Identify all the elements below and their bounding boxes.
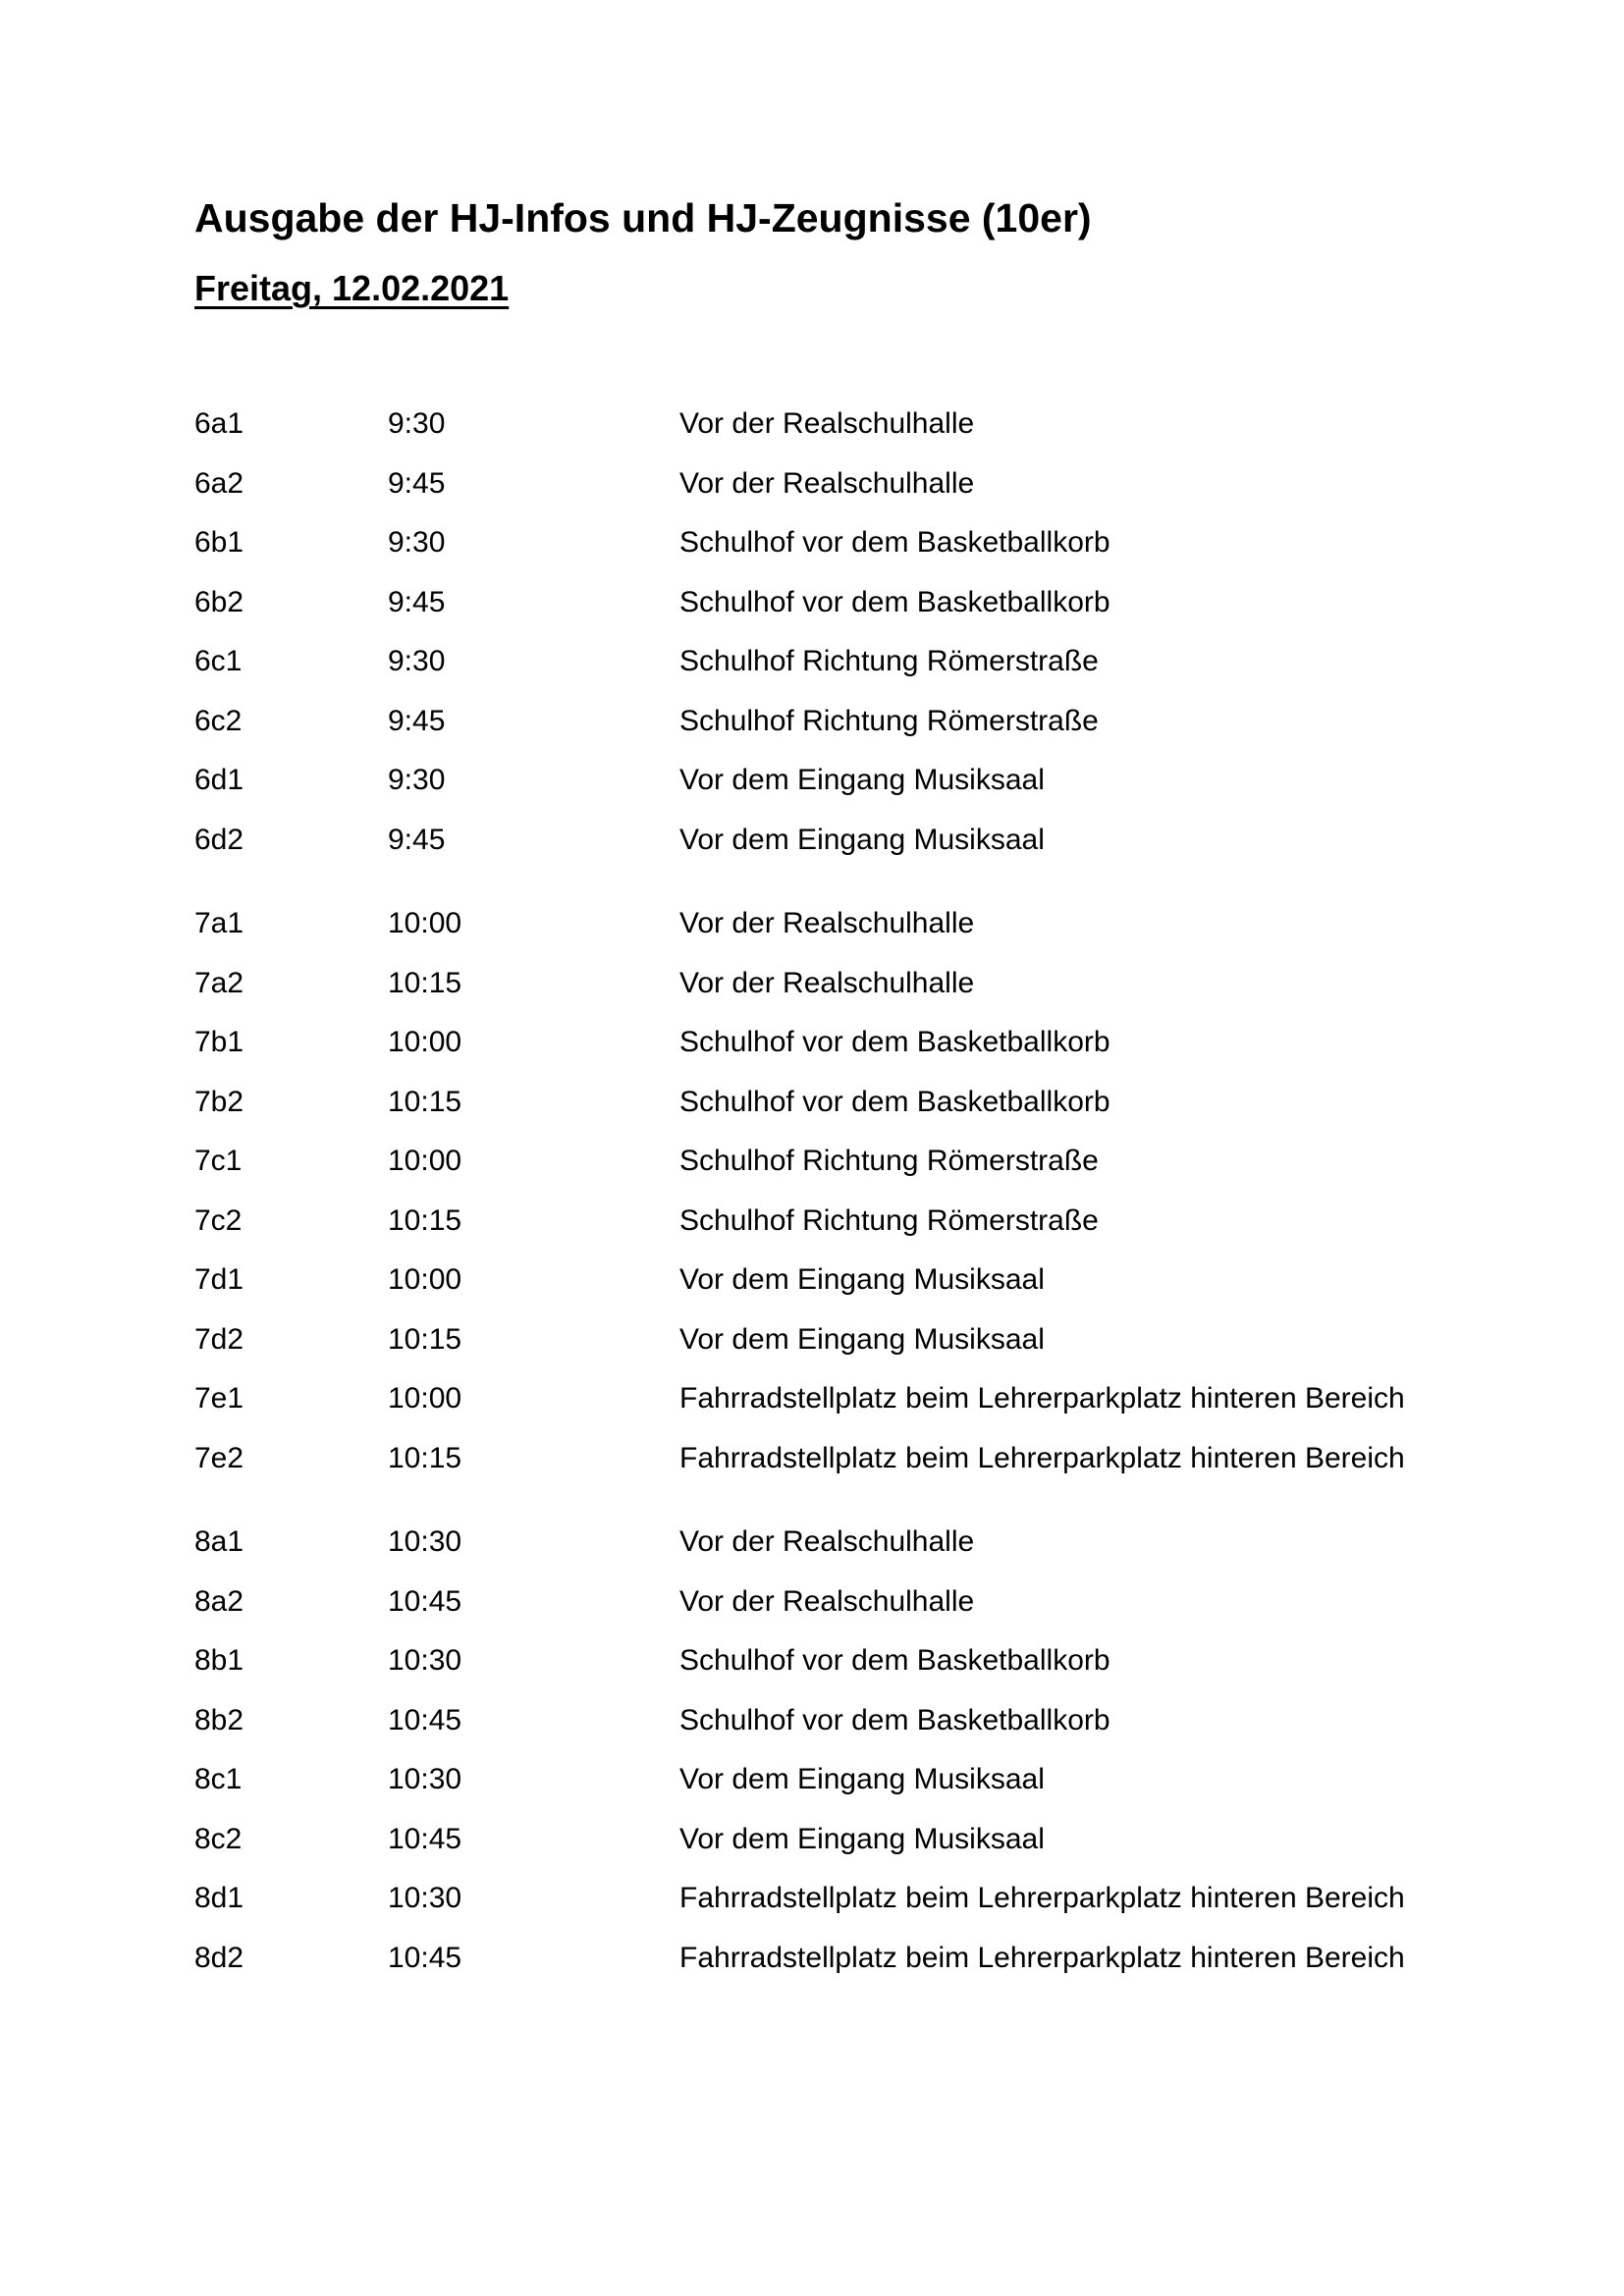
schedule-row [194, 894, 1471, 954]
class-cell: 6c1 [194, 645, 243, 677]
class-cell: 8d2 [194, 1941, 244, 1974]
schedule-row [194, 513, 1471, 573]
class-cell: 7d2 [194, 1322, 244, 1356]
schedule-row [194, 1691, 1471, 1751]
schedule-row [194, 751, 1471, 811]
location-cell: Vor der Realschulhalle [679, 1584, 975, 1618]
time-cell: 10:15 [388, 1203, 462, 1237]
time-cell: 10:30 [388, 1644, 462, 1677]
schedule-row [194, 1810, 1471, 1870]
class-cell: 6a2 [194, 466, 244, 500]
location-cell: Fahrradstellplatz beim Lehrerparkplatz hinteren Bereich [679, 1941, 1405, 1974]
schedule-group [194, 1513, 1471, 1988]
class-cell: 6c2 [194, 704, 243, 737]
schedule-row [194, 1073, 1471, 1133]
class-cell: 8d1 [194, 1882, 244, 1914]
location-cell: Vor dem Eingang Musiksaal [679, 764, 1045, 796]
schedule-row [194, 1369, 1471, 1429]
class-cell: 7a2 [194, 966, 244, 999]
document-title: Ausgabe der HJ-Infos und HJ-Zeugnisse (10er) [194, 195, 1092, 240]
time-cell: 10:15 [388, 1322, 462, 1356]
time-cell: 10:15 [388, 966, 462, 999]
schedule-row [194, 632, 1471, 692]
class-cell: 7c2 [194, 1203, 243, 1237]
class-cell: 8a1 [194, 1525, 244, 1558]
time-cell: 9:45 [388, 823, 446, 856]
location-cell: Vor der Realschulhalle [679, 407, 975, 440]
schedule-row [194, 1013, 1471, 1073]
time-cell: 10:00 [388, 1382, 462, 1415]
schedule-row [194, 1251, 1471, 1310]
class-cell: 7d1 [194, 1263, 244, 1296]
class-cell: 6b1 [194, 526, 244, 559]
location-cell: Schulhof Richtung Römerstraße [679, 645, 1099, 677]
time-cell: 10:30 [388, 1525, 462, 1558]
time-cell: 10:15 [388, 1085, 462, 1118]
time-cell: 9:45 [388, 466, 446, 500]
time-cell: 10:45 [388, 1941, 462, 1974]
time-cell: 10:30 [388, 1763, 462, 1795]
time-cell: 10:00 [388, 907, 462, 939]
location-cell: Fahrradstellplatz beim Lehrerparkplatz hinteren Bereich [679, 1882, 1405, 1914]
schedule-row [194, 1750, 1471, 1810]
location-cell: Schulhof vor dem Basketballkorb [679, 1085, 1110, 1118]
location-cell: Vor der Realschulhalle [679, 1525, 975, 1558]
class-cell: 7b2 [194, 1085, 244, 1118]
schedule-row [194, 1631, 1471, 1691]
class-cell: 7e1 [194, 1382, 244, 1415]
schedule-row [194, 1132, 1471, 1192]
location-cell: Schulhof Richtung Römerstraße [679, 1203, 1099, 1237]
location-cell: Vor dem Eingang Musiksaal [679, 1263, 1045, 1296]
schedule-group [194, 894, 1471, 1488]
time-cell: 9:30 [388, 526, 446, 559]
location-cell: Schulhof Richtung Römerstraße [679, 1145, 1099, 1177]
time-cell: 10:00 [388, 1026, 462, 1058]
schedule-row [194, 1513, 1471, 1573]
time-cell: 9:45 [388, 704, 446, 737]
class-cell: 8c1 [194, 1763, 243, 1795]
class-cell: 6d1 [194, 764, 244, 796]
location-cell: Vor dem Eingang Musiksaal [679, 823, 1045, 856]
location-cell: Schulhof vor dem Basketballkorb [679, 1703, 1110, 1736]
time-cell: 9:30 [388, 764, 446, 796]
class-cell: 6b2 [194, 585, 244, 618]
class-cell: 8a2 [194, 1584, 244, 1618]
schedule-table [194, 395, 1471, 2012]
schedule-row [194, 692, 1471, 752]
time-cell: 10:00 [388, 1145, 462, 1177]
location-cell: Schulhof vor dem Basketballkorb [679, 1644, 1110, 1677]
schedule-row [194, 1869, 1471, 1929]
location-cell: Vor der Realschulhalle [679, 466, 975, 500]
location-cell: Fahrradstellplatz beim Lehrerparkplatz hinteren Bereich [679, 1382, 1405, 1415]
time-cell: 10:00 [388, 1263, 462, 1296]
location-cell: Vor dem Eingang Musiksaal [679, 1763, 1045, 1795]
location-cell: Schulhof vor dem Basketballkorb [679, 585, 1110, 618]
class-cell: 6d2 [194, 823, 244, 856]
location-cell: Vor der Realschulhalle [679, 966, 975, 999]
schedule-group [194, 395, 1471, 870]
location-cell: Schulhof vor dem Basketballkorb [679, 1026, 1110, 1058]
date-heading: Freitag, 12.02.2021 [194, 268, 510, 308]
class-cell: 7b1 [194, 1026, 244, 1058]
location-cell: Fahrradstellplatz beim Lehrerparkplatz hinteren Bereich [679, 1441, 1405, 1474]
schedule-row [194, 1929, 1471, 1989]
schedule-row [194, 811, 1471, 871]
schedule-row [194, 454, 1471, 514]
location-cell: Vor dem Eingang Musiksaal [679, 1822, 1045, 1855]
schedule-row [194, 1192, 1471, 1252]
location-cell: Vor der Realschulhalle [679, 907, 975, 939]
class-cell: 7e2 [194, 1441, 244, 1474]
schedule-row [194, 573, 1471, 633]
schedule-row [194, 1573, 1471, 1632]
class-cell: 7a1 [194, 907, 244, 939]
time-cell: 10:45 [388, 1584, 462, 1618]
location-cell: Vor dem Eingang Musiksaal [679, 1322, 1045, 1356]
location-cell: Schulhof vor dem Basketballkorb [679, 526, 1110, 559]
schedule-row [194, 1310, 1471, 1370]
class-cell: 8b1 [194, 1644, 244, 1677]
class-cell: 8b2 [194, 1703, 244, 1736]
schedule-row [194, 954, 1471, 1014]
time-cell: 9:30 [388, 645, 446, 677]
time-cell: 10:45 [388, 1822, 462, 1855]
class-cell: 6a1 [194, 407, 244, 440]
schedule-row [194, 395, 1471, 454]
schedule-row [194, 1429, 1471, 1489]
location-cell: Schulhof Richtung Römerstraße [679, 704, 1099, 737]
time-cell: 10:15 [388, 1441, 462, 1474]
time-cell: 9:45 [388, 585, 446, 618]
time-cell: 10:45 [388, 1703, 462, 1736]
time-cell: 10:30 [388, 1882, 462, 1914]
time-cell: 9:30 [388, 407, 446, 440]
class-cell: 8c2 [194, 1822, 243, 1855]
class-cell: 7c1 [194, 1145, 243, 1177]
